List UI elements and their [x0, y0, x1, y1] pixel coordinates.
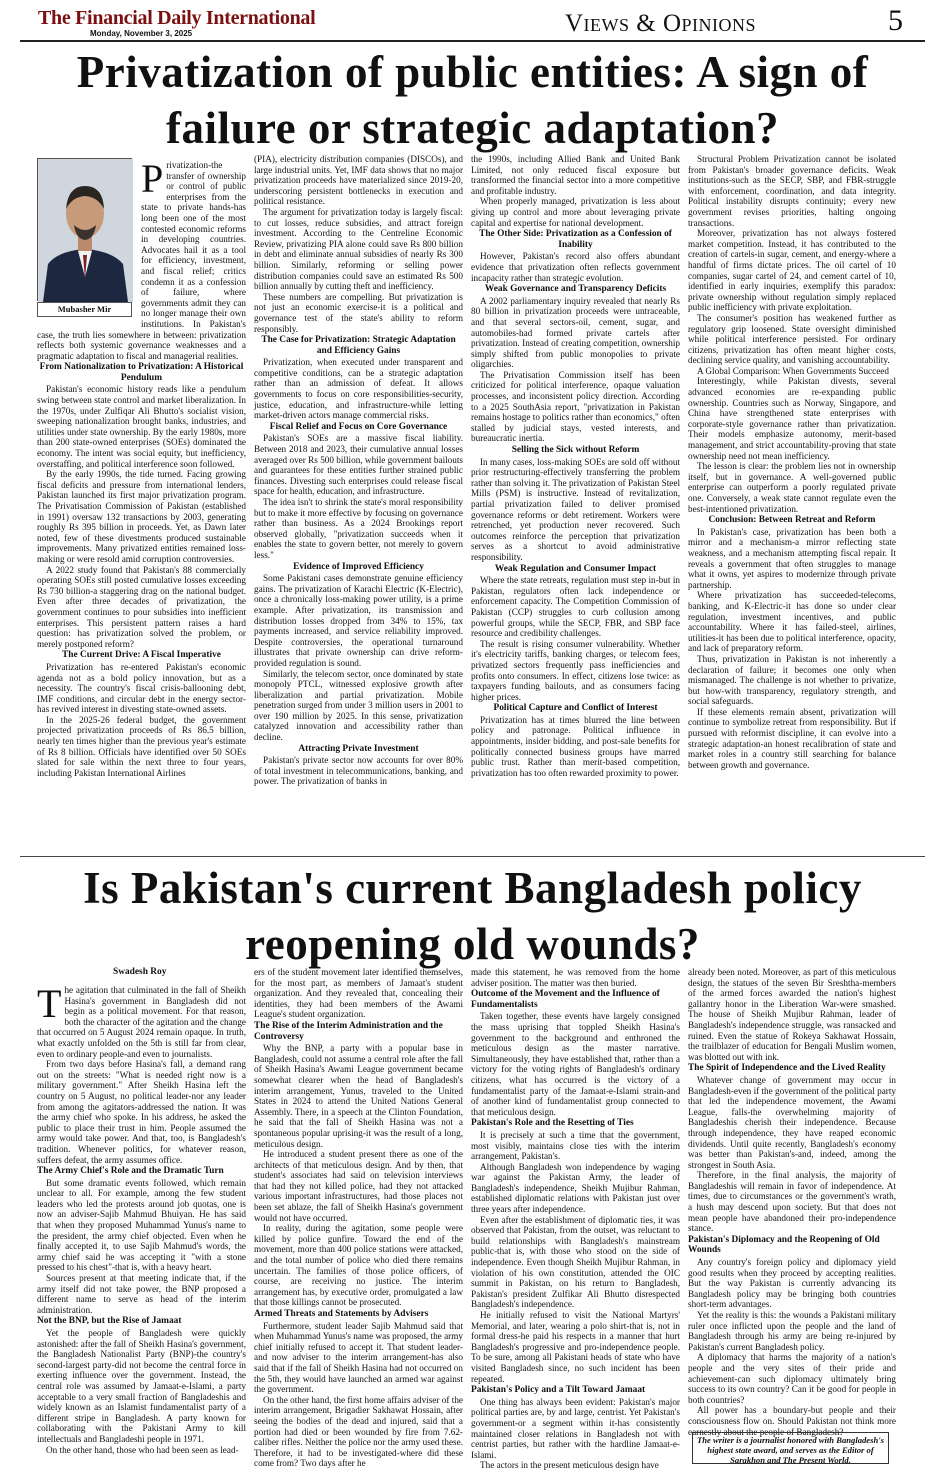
subheading: Pakistan's Diplomacy and the Reopening of Old Wounds: [688, 1234, 880, 1256]
paragraph: Taken together, these events have largely consigned the mass uprising that toppled Sheikh Hasina's government to the background and enthroned the meticulous design as the master narrative. Simultaneously, they have established that, rather than a victory for the voting rights of Bangladesh's ordinary citizens, what has occurred is the victory of a fundamentalist party of the Jamaat-e-Islami strain-and of another kind of fundamentalist group connected to that meticulous design.: [471, 1011, 680, 1117]
paragraph: Interestingly, while Pakistan divests, several advanced economies are re-expanding public ownership. Countries such as Norway, Singapore, and China have strengthened state enterprises with corporate-style governance rather than privatization. Their models emphasize autonomy, merit-based management, and strict accountability-proving that state ownership need not mean inefficiency.: [688, 376, 896, 461]
article2-headline: Is Pakistan's current Bangladesh policy reopening old wounds?: [83, 863, 862, 969]
subheading: Armed Threats and Statements by Advisers: [254, 1309, 429, 1319]
paragraph: However, Pakistan's record also offers abundant evidence that privatization often reflects government incapacity rather than strategic evolution.: [471, 251, 680, 283]
paragraph: The Privatisation Commission itself has been criticized for political interference, opaque valuation processes, and inconsistent policy direction. According to a 2025 SouthAsia report, "privatization in Pakistan remains hostage to politics rather than economics," often stalled by judicial stays, vested interests, and bureaucratic inertia.: [471, 369, 680, 444]
drop-cap: T: [37, 981, 62, 1026]
newspaper-title: The Financial Daily International: [38, 7, 316, 29]
article2-column-1: [37, 981, 246, 1465]
paragraph: Structural Problem Privatization cannot be isolated from Pakistan's broader governance deficits. Weak institutions-such as the SECP, SBP, and FBR-struggle with enforcement, coordination, and data integrity. Political instability disrupts continuity; every new government revises priorities, halting ongoing transactions.: [688, 154, 896, 228]
subheading: Weak Regulation and Consumer Impact: [494, 563, 657, 574]
paragraph: Although Bangladesh won independence by waging war against the Pakistan Army, the leader of Bangladesh's independence, Sheikh Mujibur Rahman, established diplomatic relations with Pakistan just over three years after independence.: [471, 1161, 680, 1215]
subheading: The Rise of the Interim Administration and the Controversy: [254, 1020, 443, 1042]
subheading: The Case for Privatization: Strategic Adaptation and Efficiency Gains: [261, 335, 456, 356]
paragraph: Privatization has at times blurred the line between policy and patronage. Political influence in appointments, insider bidding, and post-sale benefits for politically connected business groups have marred public trust. Rather than merit-based competition, privatization has too often rewarded proximity to power.: [471, 714, 680, 778]
subheading: Not the BNP, but the Rise of Jamaat: [37, 1316, 182, 1327]
paragraph: A 2002 parliamentary inquiry revealed that nearly Rs 80 billion in privatization proceeds were untraceable, and that several sectors-oil, cement, sugar, and automobiles-had formed private cartels after privatization. Instead of creating competition, ownership simply shifted from public monopolies to private oligarchies.: [471, 295, 680, 370]
paragraph: On the other hand, the first home affairs adviser of the interim arrangement, Brigadier Sakhawat Hossain, after seeing the bodies of the dead and injured, said that a portion had died or been wounded by fire from 7.62-caliber rifles. Neither the police nor the army used these. Therefore, it had to be investigated-where did these come from? Two days after he: [254, 1394, 463, 1469]
paragraph: By the early 1990s, the tide turned. Facing growing fiscal deficits and pressure from international lenders, Pakistan launched its first major privatization program. The Privatisation Commission of Pakistan (established in 1991) oversaw 132 transactions by 2003, generating roughly Rs 395 billion in proceeds. Yet, as Dawn later noted, few of these divestments produced sustainable improvements. Many privatized entities remained loss-making or were resold amid corruption controversies.: [37, 469, 246, 564]
section-title: Views & Opinions: [565, 10, 757, 37]
subheading: Pakistan's Role and the Resetting of Ties: [471, 1118, 634, 1129]
paragraph: In many cases, loss-making SOEs are sold off without prior restructuring-effectively transferring the problem rather than solving it. The privatization of Pakistan Steel Mills (PSM) is instructive. Instead of revitalization, partial privatization failed to deliver promised governance reforms or debt retirement. Workers were retrenched, yet production never recovered. Such outcomes reinforce the perception that privatization serves as a shortcut to avoid administrative responsibility.: [471, 456, 680, 562]
paragraph: Privatization has re-entered Pakistan's economic agenda not as a bold policy innovation, but as a necessity. The country's fiscal crisis-ballooning debt, IMF conditions, and circular debt in the energy sector-has revived interest in divesting state-owned assets.: [37, 661, 246, 715]
paragraph: When properly managed, privatization is less about giving up control and more about leveraging private capital and expertise for national development.: [471, 196, 680, 228]
paragraph: Where privatization has succeeded-telecoms, banking, and K-Electric-it has done so under clear regulation, investment incentives, and public accountability. Where it has failed-steel, airlines, utilities-it has been due to political interference, opacity, and lack of preparatory reform.: [688, 590, 896, 654]
paragraph: One thing has always been evident: Pakistan's major political parties are, by and large, centrist. Yet Pakistan's government-or a segment within it-has consistently maintained closer relations in Bangladesh not with centrist parties, but rather with the hardline Jamaat-e-Islami.: [471, 1396, 680, 1460]
paragraph: Why the BNP, a party with a popular base in Bangladesh, could not assume a central role after the fall of Sheikh Hasina's Awami League government became somewhat clearer when the head of Bangladesh's interim arrangement, Yunus, traveled to the United States in 2024 to attend the United Nations General Assembly. There, in a speech at the Clinton Foundation, he said that the fall of Sheikh Hasina was not a spontaneous popular uprising-it was the result of a long, meticulous design.: [254, 1043, 463, 1149]
paragraph: Moreover, privatization has not always fostered market competition. Instead, it has contributed to the creation of cartels-in sugar, cement, and energy-where a handful of firms dictate prices. The oil cartel of 10 companies, sugar cartel of 24, and cement cartel of 10, identified in early inquiries, exemplify this paradox: private ownership without regulation simply replaced public inefficiency with private exploitation.: [688, 228, 896, 313]
paragraph: Where the state retreats, regulation must step in-but in Pakistan, regulators often lack independence or enforcement capacity. The Competition Commission of Pakistan (CCP) struggles to curb collusion among powerful groups, while the SECP, FBR, and SBP face resource and credibility challenges.: [471, 575, 680, 639]
paragraph: Thus, privatization in Pakistan is not inherently a declaration of failure; it becomes one only when mismanaged. The challenge is not whether to privatize, but how-with transparency, regulatory strength, and social safeguards.: [688, 653, 896, 707]
paragraph: Furthermore, student leader Sajib Mahmud said that when Muhammad Yunus's name was proposed, the army chief initially refused to accept it. That student leader-and now adviser to the interim arrangement-has also said that if the fall of Sheikh Hasina had not occurred on the 5th, they would have launched an armed war against the government.: [254, 1320, 463, 1395]
subheading: Political Capture and Conflict of Interest: [493, 703, 658, 714]
author-note: The writer is a journalist honored with Bangladesh's highest state award, and serves as the Editor of Sarakhon and The Present World.: [692, 1432, 889, 1464]
paragraph: A 2022 study found that Pakistan's 88 commercially operating SOEs still posted cumulative losses exceeding Rs 730 billion-a staggering drag on the national budget. Even after three decades of privatization, the government continues to pour subsidies into inefficient enterprises. This persistent pattern raises a hard question: has privatization solved the problem, or merely postponed reform?: [37, 564, 246, 649]
paragraph: (PIA), electricity distribution companies (DISCOs), and large industrial units. Yet, IMF data shows that no major privatization proceeds have materialized since 2019-20, underscoring persistent bottlenecks in execution and political resistance.: [254, 154, 463, 207]
paragraph: The consumer's position has weakened further as regulatory grip loosened. State oversight diminished while political interference persisted. For ordinary citizens, privatization has often meant higher costs, declining service quality, and vanishing accountability.: [688, 312, 896, 366]
masthead: [20, 4, 925, 42]
article2-column-4: [688, 967, 896, 1437]
paragraph: In Pakistan's case, privatization has been both a mirror and a mechanism-a mirror reflecting state weakness, and a mechanism attempting fiscal repair. It reveals a government that often struggles to manage what it owns, yet aspires to modernize through private partnership.: [688, 526, 896, 590]
paragraph: Yet the people of Bangladesh were quickly astonished: after the fall of Sheikh Hasina's government, the Bangladesh Nationalist Party (BNP)-the country's second-largest party-did not become the central force in exerting influence over the government. Instead, the central role was assumed by Jamaat-e-Islami, a party acceptable to a very small fraction of Bangladeshis and widely known as an Islamist fundamentalist party of a different stripe in Bangladesh. A party known for collaborating with the Pakistani Army to kill intellectuals and Bangladeshi people in 1971.: [37, 1328, 246, 1444]
paragraph: In reality, during the agitation, some people were killed by police gunfire. Toward the end of the movement, more than 400 police stations were attacked, and the total number of police who died there remains uncertain. The families of those police officers, of course, are receiving no justice. The interim arrangement has, by executive order, promulgated a law that those killings cannot be prosecuted.: [254, 1223, 463, 1308]
paragraph: The lesson is clear: the problem lies not in ownership itself, but in governance. A well-governed public enterprise can outperform a poorly regulated private one. Conversely, a weak state cannot regulate even the best-intentioned privatization.: [688, 461, 896, 514]
paragraph: But some dramatic events followed, which remain unclear to all. For example, among the few student leaders who led the protests around job quotas, one is now an adviser-Sajib Mahmud Bhuiyan. He has said that when they proposed Muhammad Yunus's name to the president, the army chief objected. Even when he finally accepted it, to use Sajib Mahmud's words, the army chief said he was accepting it "with a stone pressed to his chest"-that is, with a heavy heart.: [37, 1177, 246, 1273]
paragraph: From two days before Hasina's fall, a demand rang out on the streets: "What is needed right now is a military government." After Sheikh Hasina left the country on 5 August, no political leader-nor any leader from among the agitators-addressed the nation. It was the army chief who spoke. In his address, he asked the public to place their trust in him. People assumed the army would take power. And that, too, is Bangladesh's tradition. Whenever politics, for whatever reason, suffers defeat, the army assumes office.: [37, 1059, 246, 1165]
subheading: Selling the Sick without Reform: [511, 445, 640, 456]
paragraph: He initially refused to visit the National Martyrs' Memorial, and later, wearing a polo shirt-that is, not in formal dress-he paid his respects in a manner that hurt Bangladesh's progressive and pro-independence people. To be sure, among all Pakistani heads of state who have visited Bangladesh since, no such incident has been repeated.: [471, 1310, 680, 1384]
paragraph: Therefore, in the final analysis, the majority of Bangladeshis will remain in favor of independence. At times, due to circumstances or the government's wrath, a hush may descend upon society. But that does not mean people have abandoned their pro-independence stance.: [688, 1170, 896, 1234]
paragraph: Some Pakistani cases demonstrate genuine efficiency gains. The privatization of Karachi Electric (K-Electric), once a chronically loss-making power utility, is a prime example. After privatization, its transmission and distribution losses dropped from 34% to 15%, tax payments increased, and service reliability improved. Despite controversies, the operational turnaround illustrates that private ownership can drive reform-provided regulation is sound.: [254, 573, 463, 668]
article2-column-3: [471, 967, 680, 1471]
article2-intro: The agitation that culminated in the fall of Sheikh Hasina's government in Bangladesh did not begin as a political movement. For that reason, both the character of the agitation and the change that occurred on 5 August 2024 remain opaque. In truth, what exactly unfolded on the 5th is still far from clear, even to ordinary people-and even to journalists.: [37, 981, 246, 1059]
author-caption: Mubasher Mir: [37, 302, 132, 317]
subheading: Fiscal Relief and Focus on Core Governance: [269, 421, 448, 432]
byline: Swadesh Roy: [113, 967, 167, 977]
paragraph: ers of the student movement later identified themselves, for the most part, as members of Jamaat's student organization. And they revealed that, concealing their identities, they had been members of the Awami League's student organization.: [254, 967, 463, 1020]
subheading: The Other Side: Privatization as a Confession of Inability: [479, 229, 672, 250]
paragraph: Privatization, when executed under transparent and competitive conditions, can be a strategic adaptation rather than an admission of defeat. It allows governments to focus on core responsibilities-security, justice, education, and infrastructure-while letting market-driven actors manage commercial risks.: [254, 357, 463, 421]
paragraph: The argument for privatization today is largely fiscal: to cut losses, reduce subsidies, and attract foreign investment. According to the Centreline Economic Review, privatizing PIA alone could save Rs 800 billion in debt and eliminate annual subsidies of nearly Rs 300 billion. Similarly, reforming or selling power distribution companies could save an estimated Rs 500 billion annually by cutting theft and inefficiency.: [254, 206, 463, 292]
paragraph: Pakistan's private sector now accounts for over 80% of total investment in telecommunications, banking, and power. The privatization of banks in: [254, 755, 463, 787]
paragraph: All power has a boundary-but people and their consciousness flow on. Should Pakistan not think more earnestly about the people of Bangladesh?: [688, 1405, 896, 1437]
issue-date: Monday, November 3, 2025: [90, 29, 193, 38]
subheading: The Current Drive: A Fiscal Imperative: [62, 650, 221, 661]
paragraph: already been noted. Moreover, as part of this meticulous design, the statues of the seven Bir Sreshtha-members of the armed forces awarded the nation's highest gallantry honor in the Liberation War-were smashed. The house of Sheikh Mujibur Rahman, leader of Bangladesh's independence struggle, was ransacked and ruined. Even the statue of Rokeya Sakhawat Hossain, the trailblazer of education for Bengali Muslim women, was blotted out with ink.: [688, 967, 896, 1062]
subheading: Outcome of the Movement and the Influence of Fundamentalists: [471, 989, 660, 1010]
page-number: 5: [888, 4, 903, 37]
paragraph: The idea isn't to shrink the state's moral responsibility but to make it more effective by focusing on governance rather than business. As a 2024 Brookings report observed globally, "privatization succeeds when it enables the state to govern better, not merely to govern less.": [254, 497, 463, 560]
paragraph: A Global Comparison: When Governments Succeed: [697, 365, 889, 376]
paragraph: The actors in the present meticulous design have: [480, 1460, 659, 1471]
paragraph: These numbers are compelling. But privatization is not just an economic exercise-it is a political and governance test of the state's ability to reform responsibly.: [254, 291, 463, 334]
paragraph: Pakistan's economic history reads like a pendulum swing between state control and market liberalization. In the 1970s, under Zulfiqar Ali Bhutto's socialist vision, sweeping nationalization brought banks, industries, and utilities under state ownership. By the early 1980s, more than 200 state-owned enterprises (SOEs) dominated the economy. The intent was social equity, but inefficiency, overstaffing, and political interference soon followed.: [37, 384, 246, 469]
paragraph: Even after the establishment of diplomatic ties, it was observed that Pakistan, from the outset, was reluctant to build relationships with Bangladesh's mainstream public-that is, with those who stood on the side of independence. Even though Sheikh Mujibur Rahman, in violation of his own constitution, attended the OIC summit in Pakistan, on his return to Bangladesh, Pakistan's president Zulfikar Ali Bhutto disrespected Bangladesh's independence.: [471, 1214, 680, 1310]
paragraph: If these elements remain absent, privatization will continue to symbolize retreat from responsibility. But if pursued with reformist discipline, it can evolve into a strategic adaptation-an honest recalibration of state and market roles in a country still searching for balance between growth and governance.: [688, 706, 896, 770]
article1-column-4: [688, 154, 896, 850]
paragraph: In the 2025-26 federal budget, the government projected privatization proceeds of Rs 86.5 billion, nearly ten times higher than the previous year's estimate of Rs 8 billion. Officials have identified over 50 SOEs slated for sale within the next three to four years, including Pakistan International Airlines: [37, 714, 246, 778]
paragraph: Pakistan's SOEs are a massive fiscal liability. Between 2018 and 2023, their cumulative annual losses averaged over Rs 500 billion, while government bailouts and guarantees for these entities further strained public finances. Divesting such enterprises could release fiscal space for health, education, and infrastructure.: [254, 433, 463, 497]
subheading: From Nationalization to Privatization: A Historical Pendulum: [39, 362, 244, 383]
article-divider: [20, 856, 925, 857]
paragraph: Any country's foreign policy and diplomacy yield good results when they proceed by accepting realities. But the way Pakistan is currently advancing its Bangladesh policy may be bringing both countries short-term advantages.: [688, 1257, 896, 1310]
paragraph: The result is rising consumer vulnerability. Whether it's electricity tariffs, banking charges, or telecom fees, privatized sectors frequently pass inefficiencies and profits onto consumers. In effect, citizens lose twice: as taxpayers funding bailouts, and as consumers facing higher prices.: [471, 638, 680, 702]
paragraph: the 1990s, including Allied Bank and United Bank Limited, not only reduced fiscal exposure but transformed the financial sector into a more competitive and profitable industry.: [471, 154, 680, 196]
paragraph: It is precisely at such a time that the government, most visibly, maintains close ties with the interim arrangement, Pakistan's.: [471, 1129, 680, 1162]
paragraph: A diplomacy that harms the majority of a nation's people and the very sites of their pride and achievement-can such diplomacy ultimately bring success to its own country? Can it be good for people in both countries?: [688, 1352, 896, 1405]
drop-cap: P: [141, 156, 164, 201]
subheading: Pakistan's Policy and a Tilt Toward Jamaat: [471, 1385, 646, 1396]
paragraph: On the other hand, those who had been seen as lead-: [46, 1444, 239, 1455]
paragraph: Sources present at that meeting indicate that, if the army itself did not take power, the BNP proposed a different name to serve as head of the interim administration.: [37, 1273, 246, 1315]
subheading: Conclusion: Between Retreat and Reform: [708, 515, 876, 526]
subheading: Weak Governance and Transparency Deficits: [484, 284, 667, 295]
article1-column-2: [254, 154, 463, 850]
subheading: The Army Chief's Role and the Dramatic Turn: [37, 1166, 224, 1177]
subheading: Attracting Private Investment: [298, 743, 419, 754]
paragraph: He introduced a student present there as one of the architects of that meticulous design. And by then, that student's associates had said on television interviews that had they not killed police, had they not attacked various important infrastructures, had those places not been set ablaze, the fall of Sheikh Hasina's government would not have occurred.: [254, 1149, 463, 1223]
paragraph: made this statement, he was removed from the home adviser position. The matter was then buried.: [471, 967, 680, 988]
paragraph: Whatever change of government may occur in Bangladesh-even if the government of the political party that led the independence movement, the Awami League, falls-the overwhelming majority of Bangladeshis cherish their independence. Because through independence, they have reaped economic dividends. Until quite recently, Bangladesh's economy was better than Pakistan's-and, indeed, among the strongest in South Asia.: [688, 1074, 896, 1170]
paragraph: Yet the reality is this: the wounds a Pakistani military ruler once inflicted upon the people and the land of Bangladesh through his army are being re-injured by Pakistan's current Bangladesh policy.: [688, 1310, 896, 1352]
subheading: Evidence of Improved Efficiency: [293, 561, 424, 572]
article1-headline: Privatization of public entities: A sign of failure or strategic adaptation?: [76, 47, 869, 153]
paragraph: Similarly, the telecom sector, once dominated by state monopoly PTCL, witnessed explosive growth after liberalization and partial privatization. Mobile penetration surged from under 3 million users in 2001 to over 190 million by 2025. In this sense, privatization catalyzed innovation and accessibility rather than decline.: [254, 668, 463, 743]
article1-column-1: [37, 156, 246, 850]
article1-column-3: [471, 154, 680, 850]
article1-intro: Privatization-the transfer of ownership or control of public enterprises from the state to private hands-has long been one of the most contested economic reforms in developing countries. Advocates hail it as a tool for efficiency, investment, and fiscal relief; critics condemn it as a confession of failure, where governments admit they can no longer manage their own institutions. In Pakistan's case, the truth lies somewhere in between: privatization reflects both systemic governance weaknesses and a pragmatic adaptation to fiscal and managerial realities.: [37, 156, 246, 361]
subheading: The Spirit of Independence and the Lived Reality: [688, 1063, 886, 1074]
article2-column-2: [254, 967, 463, 1469]
